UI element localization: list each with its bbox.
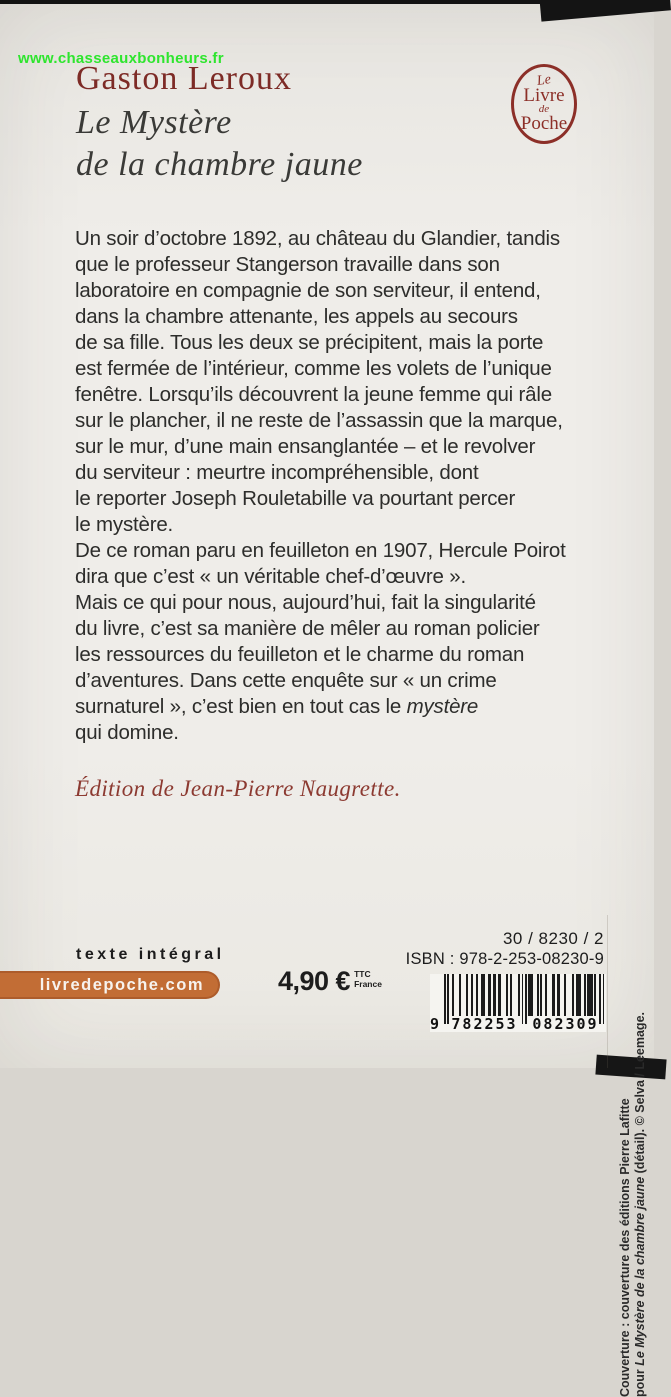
title-line-2: de la chambre jaune: [76, 146, 363, 183]
synopsis-text: [75, 226, 566, 746]
text-line: le mystère.: [75, 513, 174, 536]
logo-text-livre: Livre: [523, 85, 565, 106]
text-line: du livre, c’est sa manière de mêler au roman policier: [75, 617, 540, 640]
text-line: que le professeur Stangerson travaille dans son: [75, 253, 500, 276]
title-line-1: Le Mystère: [76, 104, 232, 141]
texte-integral-label: texte intégral: [76, 946, 225, 963]
text-line: surnaturel », c’est bien en tout cas le mystère: [75, 695, 479, 718]
text-line: du serviteur : meurtre incompréhensible, dont: [75, 461, 479, 484]
barcode-digit-group-2: 082309: [532, 1015, 599, 1033]
text-line: Couverture : couverture des éditions Pierre Lafitte: [618, 1098, 632, 1397]
text-line: laboratoire en compagnie de son serviteur, il entend,: [75, 279, 541, 302]
isbn-number: ISBN : 978-2-253-08230-9: [405, 950, 604, 968]
text-line: sur le mur, d’une main ensanglantée – et le revolver: [75, 435, 536, 458]
barcode: [430, 974, 606, 1032]
price-tax-note: [354, 970, 382, 990]
logo-text-poche: Poche: [520, 113, 568, 134]
text-line: fenêtre. Lorsqu’ils découvrent la jeune femme qui râle: [75, 383, 552, 406]
publisher-website-pill: [0, 971, 220, 999]
watermark-url: www.chasseauxbonheurs.fr: [18, 50, 224, 67]
price-block: [278, 966, 382, 997]
price-note-france: France: [354, 978, 382, 989]
publisher-website-label: livredepoche.com: [39, 975, 204, 994]
barcode-digit-group-1: 782253: [451, 1015, 518, 1033]
text-line: pour Le Mystère de la chambre jaune (détail). © Selva / Leemage.: [633, 1012, 647, 1397]
price-note-ttc: TTC: [354, 969, 371, 979]
text-line: Mais ce qui pour nous, aujourd’hui, fait la singularité: [75, 591, 536, 614]
text-line: dans la chambre attenante, les appels au secours: [75, 305, 518, 328]
text-line: d’aventures. Dans cette enquête sur « un crime: [75, 669, 497, 692]
text-line: le reporter Joseph Rouletabille va pourtant percer: [75, 487, 516, 510]
text-line: les ressources du feuilleton et le charme du roman: [75, 643, 525, 666]
logo-text-de: de: [538, 103, 550, 115]
text-line: qui domine.: [75, 721, 179, 744]
barcode-digit-first: 9: [430, 1015, 440, 1033]
text-line: Un soir d’octobre 1892, au château du Glandier, tandis: [75, 227, 560, 250]
barcode-digits: [430, 1015, 606, 1033]
text-line: dira que c’est « un véritable chef-d’œuvre ».: [75, 565, 466, 588]
text-line: est fermée de l’intérieur, comme les volets de l’unique: [75, 357, 552, 380]
text-line: De ce roman paru en feuilleton en 1907, Hercule Poirot: [75, 539, 566, 562]
paper-crease-line: [607, 915, 608, 1068]
logo-text-le: Le: [535, 72, 552, 89]
text-line: sur le plancher, il ne reste de l’assassin que la marque,: [75, 409, 563, 432]
photo-corner-top-right: [539, 0, 671, 22]
price-value: 4,90 €: [278, 966, 351, 996]
edition-note: Édition de Jean-Pierre Naugrette.: [75, 776, 401, 801]
author-name: Gaston Leroux: [76, 60, 293, 97]
livre-de-poche-logo: [511, 64, 577, 144]
cover-credit: [618, 1012, 648, 1397]
book-title: [76, 102, 363, 186]
reference-number: 30 / 8230 / 2: [502, 929, 604, 948]
text-line: de sa fille. Tous les deux se précipitent, mais la porte: [75, 331, 544, 354]
